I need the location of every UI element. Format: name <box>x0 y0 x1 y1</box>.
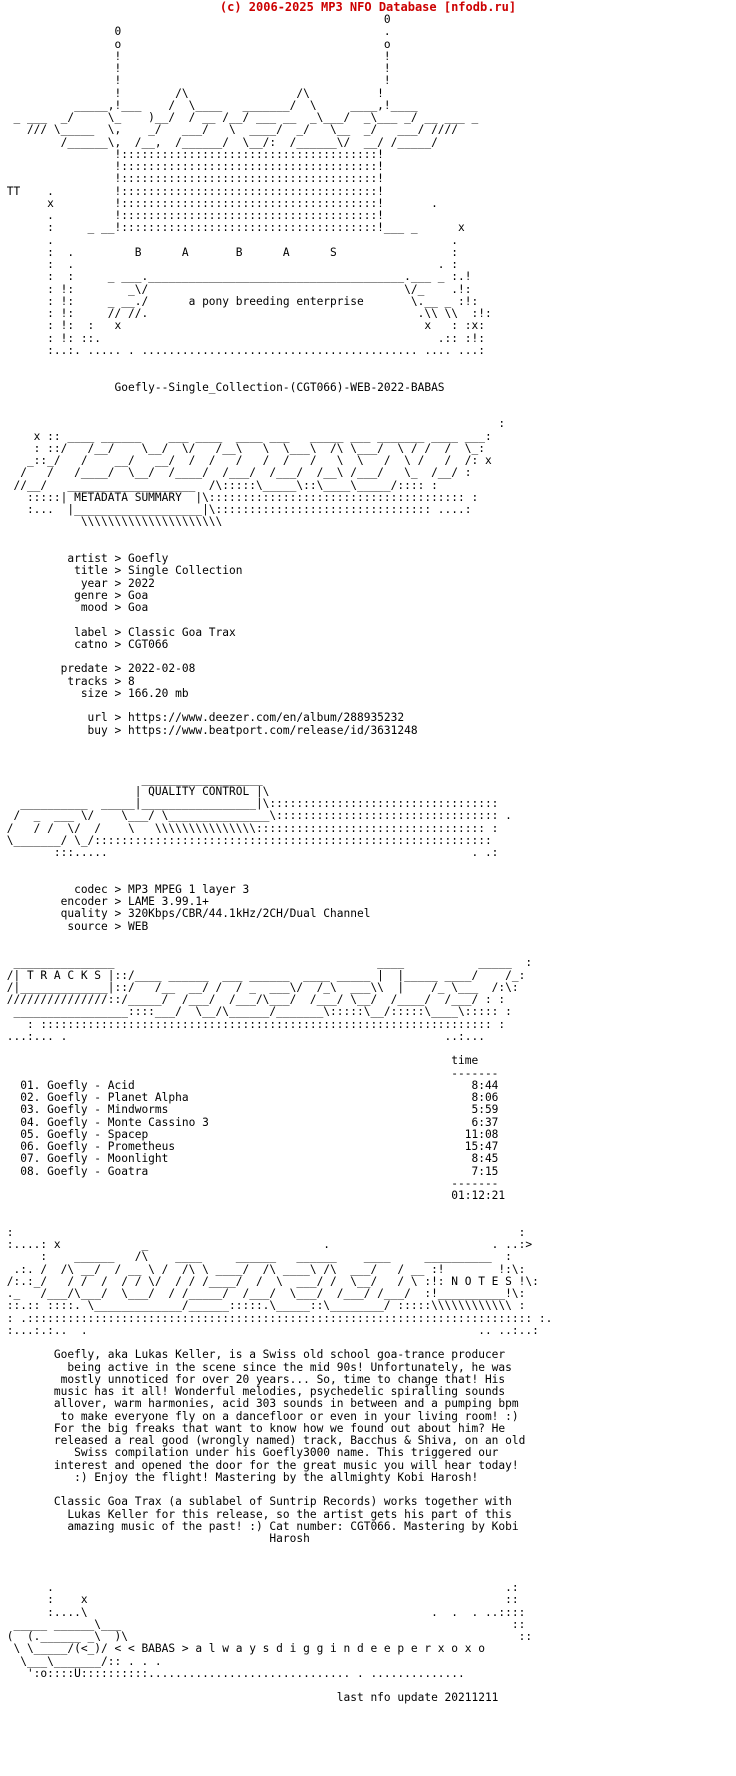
nfo-line: : . B A B A S : <box>0 245 459 259</box>
nfo-line: ':o::::U::::::::::.............................. . .............. <box>0 1666 472 1680</box>
nfo-line: artist > Goefly <box>0 552 169 565</box>
nfo-line: :....\ . . . ..:::: <box>0 1605 526 1619</box>
nfo-line: o o <box>0 37 391 51</box>
nfo-line: amazing music of the past! :) Cat number: CGT066. Mastering by Kobi <box>0 1519 519 1533</box>
nfo-line: /| T R A C K S |::/____ ______ ___ ______ ____ _____ | |_____ ____/ /_: <box>0 968 526 982</box>
nfo-line: //__/ ___________________ /\:::::\_____\::\____\_____/:::: : <box>0 478 438 492</box>
nfo-line: __________________ <box>0 772 263 786</box>
nfo-line: interest and opened the door for the great music you will hear today! <box>0 1458 519 1472</box>
nfo-line: buy > https://www.beatport.com/release/id/3631248 <box>0 723 418 737</box>
nfo-line: .:. / /\ __/ / __ \ / /\ \ ____/ /\ ____\ /\ ___/ / __ :! !:\: <box>0 1262 526 1276</box>
nfo-line: Goefly, aka Lukas Keller, is a Swiss old school goa-trance producer <box>0 1348 506 1362</box>
nfo-line: / / /____/ \__/ /____/ /___/ /___/ /__\ /___/ \_ /__/ : <box>0 466 472 480</box>
nfo-line: !::::::::::::::::::::::::::::::::::::::! <box>0 172 384 186</box>
nfo-line: 01. Goefly - Acid 8:44 <box>0 1078 499 1092</box>
nfo-line: x :: ____ ______ ___ ____ ____ ___ _____ ___ _______ ____ ___: <box>0 429 499 443</box>
nfo-line: _________________::::___/ \__/\______/_______\:::::\__/:::::\____\::::: : <box>0 1005 512 1019</box>
nfo-line: to make everyone fly on a dancefloor or even in your living room! :) <box>0 1409 519 1423</box>
nfo-line: 03. Goefly - Mindworms 5:59 <box>0 1103 499 1117</box>
nfo-line: 06. Goefly - Prometheus 15:47 <box>0 1140 499 1153</box>
nfo-line: mostly unnoticed for over 20 years... So, time to change that! His <box>0 1372 506 1386</box>
nfo-database-banner: (c) 2006-2025 MP3 NFO Database [nfodb.ru] <box>219 0 517 14</box>
nfo-line: _______________ ____ _____ : <box>0 956 533 970</box>
nfo-line: :... |___________________|\:::::::::::::::::::::::::::::::: ....: <box>0 503 472 516</box>
nfo-line: : : <box>0 1225 526 1239</box>
nfo-line: ///////////////::/_____/ /___/ /___/\___/ /___/ \__/ /____/ /___/ : : <box>0 993 506 1006</box>
nfo-line: being active in the scene since the mid 90s! Unfortunately, he was <box>0 1360 512 1374</box>
nfo-line: codec > MP3 MPEG 1 layer 3 <box>0 882 250 896</box>
nfo-line: ...:... . ..:... <box>0 1029 485 1043</box>
nfo-line: : . . : <box>0 258 459 271</box>
nfo-line: mood > Goa <box>0 601 149 614</box>
nfo-line: url > https://www.deezer.com/en/album/288935232 <box>0 711 405 725</box>
nfo-line: ::.:: ::::. \_____________/______:::::.\_____::\________/ :::::\\\\\\\\\\\\ : <box>0 1299 526 1313</box>
nfo-line: allover, warm harmonies, acid 303 sounds in between and a pumping bpm <box>0 1397 519 1411</box>
nfo-line: 0 . <box>0 25 391 39</box>
nfo-line: 07. Goefly - Moonlight 8:45 <box>0 1152 499 1166</box>
nfo-line: ------- <box>0 1176 499 1190</box>
nfo-line: \ \_____/(<_)/ < < BABAS > a l w a y s d i g g i n d e e p e r x o x o <box>0 1642 485 1656</box>
nfo-line: : : _ ___.______________________________________.___ _ :.! <box>0 270 472 284</box>
nfo-line: 05. Goefly - Spacep 11:08 <box>0 1127 499 1141</box>
nfo-line: catno > CGT066 <box>0 637 169 651</box>
nfo-line: x !::::::::::::::::::::::::::::::::::::::! . <box>0 196 438 210</box>
nfo-line: music has it all! Wonderful melodies, psychedelic spiralling sounds <box>0 1385 506 1398</box>
nfo-line: \___\_______/:: . . . <box>0 1654 162 1668</box>
nfo-line: : !: _\/ \/_ .!: <box>0 282 472 296</box>
nfo-line: tracks > 8 <box>0 674 135 688</box>
nfo-line: 0 <box>0 14 391 26</box>
nfo-line: Harosh <box>0 1532 310 1545</box>
nfo-line: Lukas Keller for this release, so the artist gets his part of this <box>0 1507 512 1521</box>
nfo-line: : !: // //. .\\ \\ :!: <box>0 307 492 320</box>
nfo-line: : ::/ /__/ \__/ \/ /__\ \ \___\ /\ \___/ \ / / / \_: <box>0 441 485 455</box>
nfo-line: genre > Goa <box>0 588 149 602</box>
nfo-line: :..:. ..... . ......................................... .... ...: <box>0 343 485 357</box>
nfo-line: last nfo update 20211211 <box>0 1691 499 1705</box>
nfo-line: / _ ___ \/ \___/ \_______________\::::::::::::::::::::::::::::::::: . <box>0 809 512 823</box>
nfo-line: encoder > LAME 3.99.1+ <box>0 895 209 908</box>
nfo-line: ------- <box>0 1066 499 1080</box>
nfo-line: _ ___ _/ \_ )__/ / __ /__/ ___ __ _\___/ _\___ _/ __ ___ _ <box>0 111 479 124</box>
nfo-line: __________ _____|_________________|\:::::::::::::::::::::::::::::::::: <box>0 797 499 810</box>
nfo-line: size > 166.20 mb <box>0 686 189 700</box>
nfo-line: ( (.______ _\ )\ :: <box>0 1630 533 1643</box>
nfo-line: ! ! <box>0 74 391 88</box>
nfo-line: : x :: <box>0 1593 519 1607</box>
nfo-line: . .: <box>0 1581 519 1594</box>
nfo-line: : _ __!::::::::::::::::::::::::::::::::::::::!___ _ x <box>0 221 465 235</box>
nfo-line: label > Classic Goa Trax <box>0 625 236 639</box>
nfo-line: _____ ______\___ :: <box>0 1617 526 1631</box>
nfo-line: \\\\\\\\\\\\\\\\\\\\\ <box>0 515 223 529</box>
nfo-line: :) Enjoy the flight! Mastering by the allmighty Kobi Harosh! <box>0 1470 479 1484</box>
nfo-line: : !: _ __./ a pony breeding enterprise \.__ _ :!: <box>0 294 479 308</box>
nfo-line: 01:12:21 <box>0 1189 506 1202</box>
nfo-line: /:.:_/ / / / / / \/ / / /____/ / \ ___/ / \__/ / \ :!: N O T E S !\: <box>0 1274 539 1288</box>
nfo-line: time <box>0 1054 479 1068</box>
nfo-line: :::::| METADATA SUMMARY |\:::::::::::::::::::::::::::::::::::::: : <box>0 490 479 504</box>
nfo-text-body <box>0 14 736 1705</box>
nfo-line: : ______ /\ ____ ______ ______ ____ __________ : <box>0 1250 512 1264</box>
nfo-line: :::..... . .: <box>0 846 499 859</box>
nfo-line: ._ /___/\___/ \___/ / /_____/ /___/ \___/ /___/ /___/ :!__________!\: <box>0 1287 526 1300</box>
nfo-line: . . <box>0 233 459 247</box>
nfo-line: _::_/ / __/ __/ / / / / / / \ \ / \ / / /: x <box>0 454 492 467</box>
nfo-line: : ::::::::::::::::::::::::::::::::::::::::::::::::::::::::::::::::::: : <box>0 1017 506 1031</box>
nfo-line: 08. Goefly - Goatra 7:15 <box>0 1164 499 1178</box>
nfo-line: : .::::::::::::::::::::::::::::::::::::::::::::::::::::::::::::::::::::::::::: :. <box>0 1311 553 1325</box>
nfo-line: :....: x _ . . ..:> <box>0 1238 533 1251</box>
nfo-line: ! ! <box>0 49 391 63</box>
nfo-line: !::::::::::::::::::::::::::::::::::::::! <box>0 147 384 161</box>
nfo-line: . !::::::::::::::::::::::::::::::::::::::! <box>0 209 384 222</box>
nfo-line: Goefly--Single_Collection-(CGT066)-WEB-2022-BABAS <box>0 380 445 394</box>
nfo-line: year > 2022 <box>0 576 155 590</box>
nfo-line: / / / \/ / \ \\\\\\\\\\\\\\\:::::::::::::::::::::::::::::::::: : <box>0 821 499 835</box>
nfo-line: TT . !::::::::::::::::::::::::::::::::::::::! <box>0 184 384 198</box>
nfo-line: For the big freaks that want to know how we found out about him? He <box>0 1421 506 1435</box>
nfo-line: : !: : x x : :x: <box>0 319 485 333</box>
nfo-line: released a real good (wrongly named) track, Bacchus & Shiva, on an old <box>0 1434 526 1447</box>
nfo-line: ! /\ /\ ! <box>0 86 384 100</box>
nfo-line: ! ! <box>0 62 391 75</box>
nfo-line: : <box>0 417 506 431</box>
nfo-line: : !: ::. .:: :!: <box>0 331 485 345</box>
nfo-line: source > WEB <box>0 919 149 933</box>
nfo-line: :...:.:.. . .. ..:..: <box>0 1323 539 1337</box>
nfo-line: /// \_____ \, _/ ___/ \ ____/ _/ \__ _/ ___/ //// <box>0 123 459 137</box>
nfo-line: /______\, /__, /______/ \__/: /______\/ __/ /_____/ <box>0 135 438 149</box>
nfo-line: Classic Goa Trax (a sublabel of Suntrip Records) works together with <box>0 1495 512 1509</box>
nfo-line: Swiss compilation under his Goefly3000 name. This triggered our <box>0 1446 499 1460</box>
nfo-line: /|_____________|::/ /__ __/ / / _ ___\/ /_\ ___\\ | /_ \___ /:\: <box>0 980 519 994</box>
nfo-line: \_______/ \_/::::::::::::::::::::::::::::::::::::::::::::::::::::::::::: <box>0 833 492 847</box>
nfo-line: !::::::::::::::::::::::::::::::::::::::! <box>0 160 384 173</box>
nfo-line: 04. Goefly - Monte Cassino 3 6:37 <box>0 1115 499 1129</box>
nfo-line: predate > 2022-02-08 <box>0 662 196 676</box>
nfo-line: quality > 320Kbps/CBR/44.1kHz/2CH/Dual Channel <box>0 907 371 921</box>
nfo-line: _____,!___ / \____ _______/ \ ____,!____ <box>0 98 418 112</box>
nfo-line: 02. Goefly - Planet Alpha 8:06 <box>0 1091 499 1104</box>
nfo-line: title > Single Collection <box>0 564 243 578</box>
nfo-line: | QUALITY CONTROL |\ <box>0 784 270 798</box>
